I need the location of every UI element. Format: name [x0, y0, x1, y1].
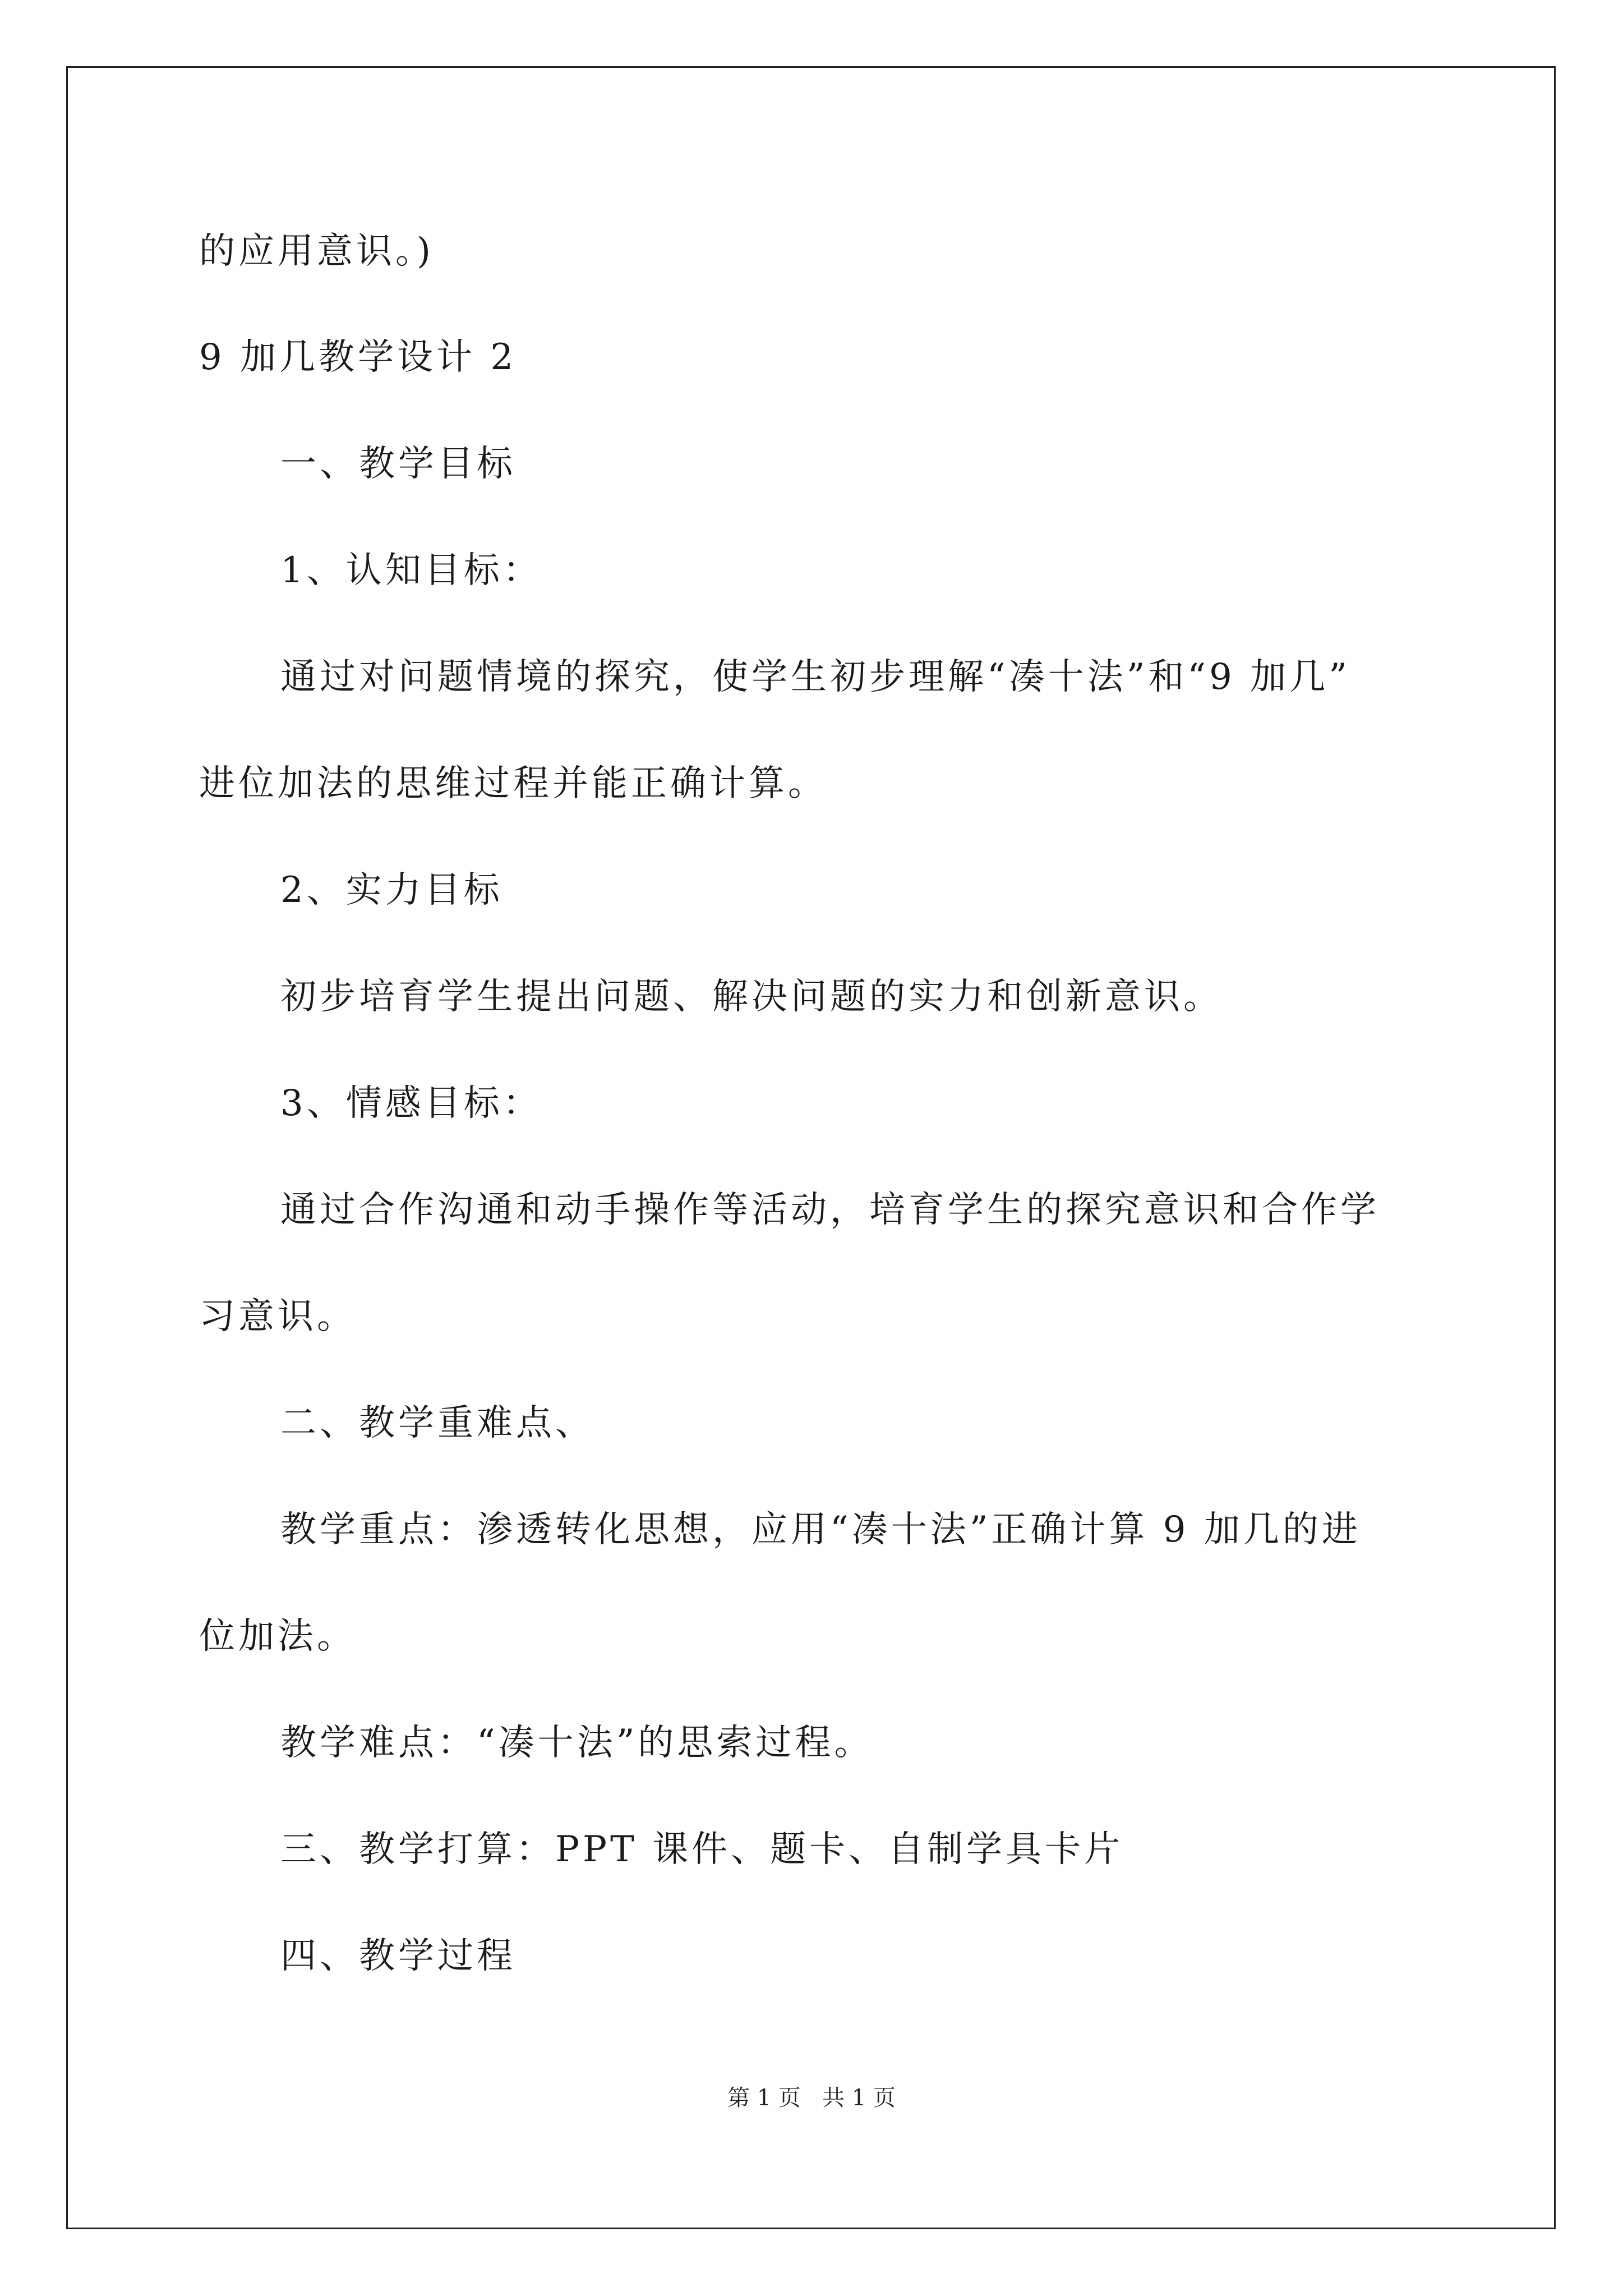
section-heading-preparation: 三、教学打算：PPT 课件、题卡、自制学具卡片 — [280, 1829, 1124, 1870]
section-heading-key-points: 二、教学重难点、 — [280, 1402, 594, 1444]
paragraph-line: 位加法。 — [199, 1616, 356, 1657]
page-number-footer: 第 1 页 共 1 页 — [727, 2085, 896, 2111]
paragraph-line: 习意识。 — [199, 1296, 356, 1337]
paragraph-line: 通过对问题情境的探究，使学生初步理解“凑十法”和“9 加几” — [280, 656, 1350, 698]
paragraph-line: 初步培育学生提出问题、解决问题的实力和创新意识。 — [280, 976, 1223, 1018]
page-border — [66, 66, 1556, 2229]
subheading-cognitive: 1、认知目标： — [280, 550, 542, 591]
paragraph-line: 教学难点：“凑十法”的思索过程。 — [280, 1722, 874, 1764]
subheading-emotion: 3、情感目标： — [280, 1083, 542, 1124]
paragraph-line: 教学重点：渗透转化思想，应用“凑十法”正确计算 9 加几的进 — [280, 1509, 1361, 1550]
paragraph-line: 进位加法的思维过程并能正确计算。 — [199, 763, 827, 804]
text-line-1: 的应用意识。) — [199, 231, 434, 272]
document-title: 9 加几教学设计 2 — [199, 337, 517, 378]
paragraph-line: 通过合作沟通和动手操作等活动，培育学生的探究意识和合作学 — [280, 1189, 1380, 1231]
section-heading-process: 四、教学过程 — [280, 1935, 516, 1977]
subheading-ability: 2、实力目标 — [280, 869, 503, 911]
section-heading-objectives: 一、教学目标 — [280, 443, 516, 485]
